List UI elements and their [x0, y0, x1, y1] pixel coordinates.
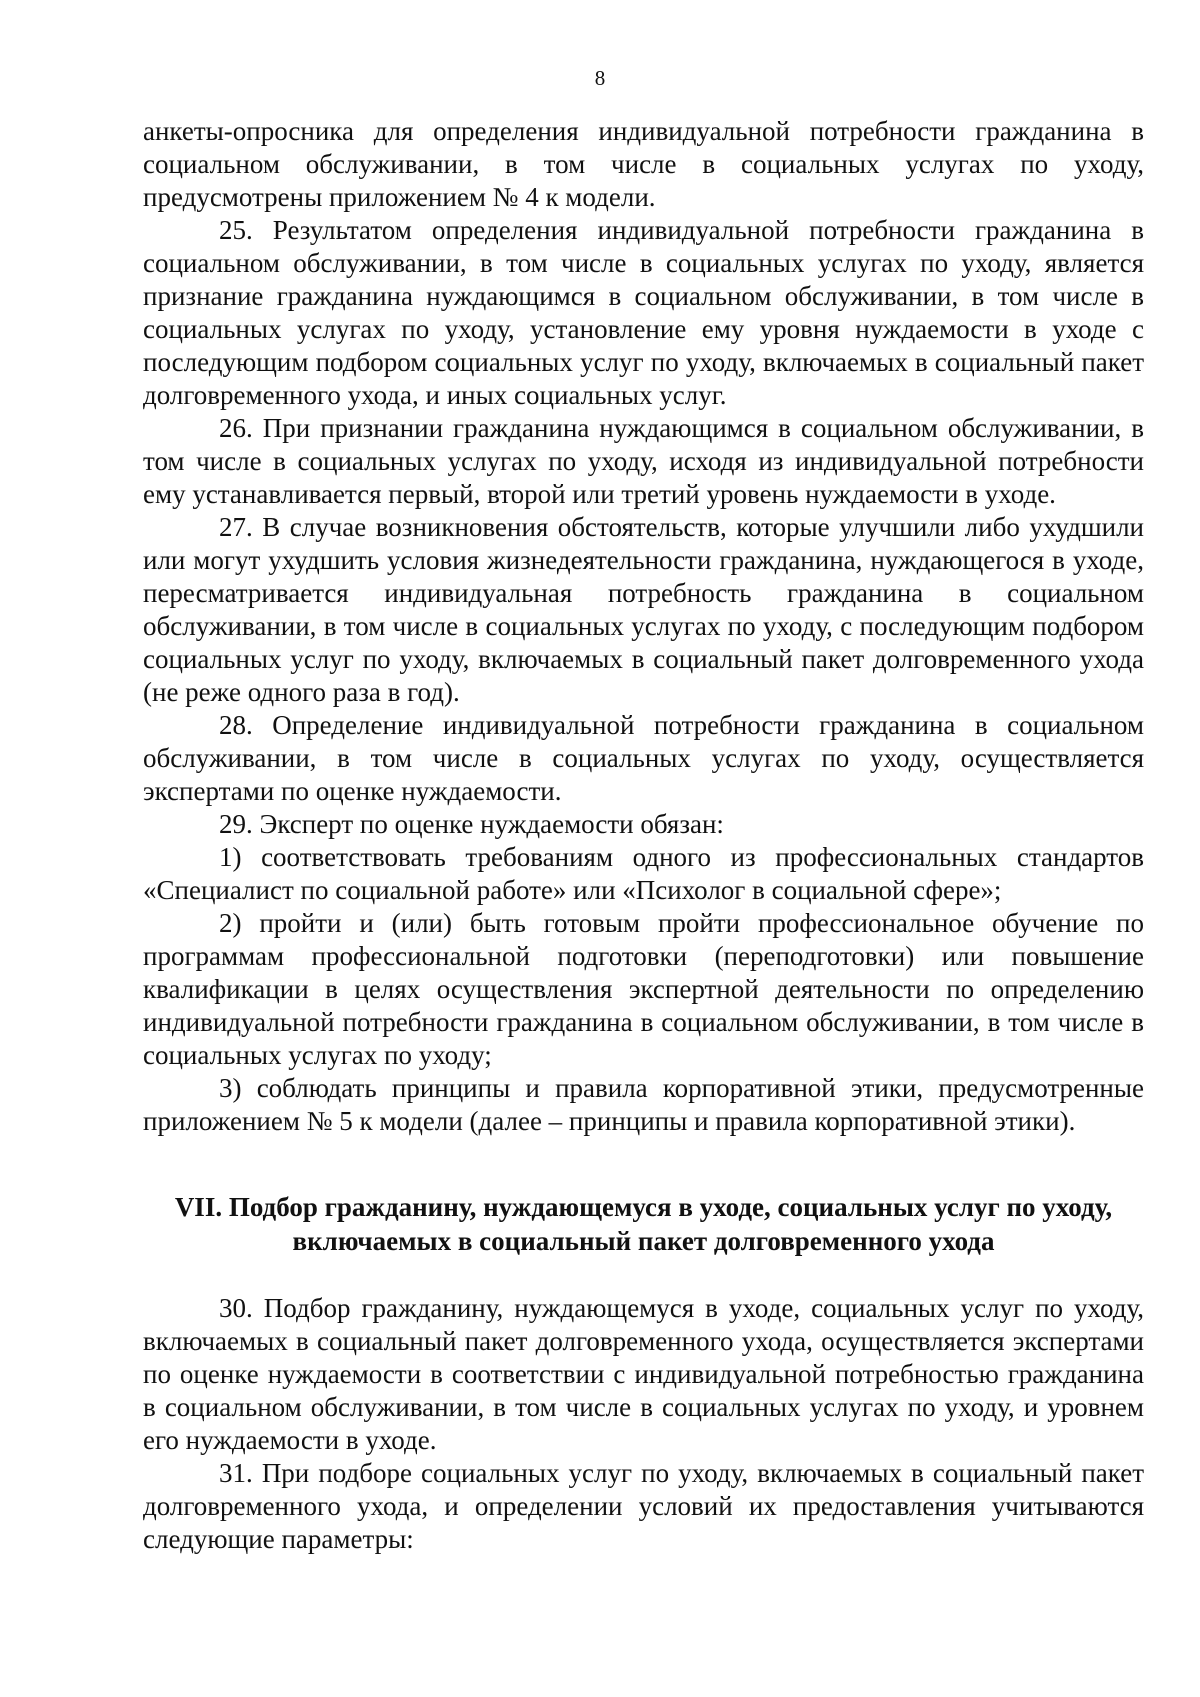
paragraph-25: 25. Результатом определения индивидуальной потребности гражданина в социальном обслуживании, в том числе в социальных услугах по уходу, является признание гражданина нуждающимся в социальном обслуживании, в том числе в социальных услугах по уходу, установление ему уровня нуждаемости в уходе с последующим подбором социальных услуг по уходу, включаемых в социальный пакет долговременного ухода, и иных социальных услуг.	[143, 215, 1144, 410]
section-heading-line-2: включаемых в социальный пакет долговременного ухода	[292, 1226, 995, 1256]
section-heading-line-1: VII. Подбор гражданину, нуждающемуся в уходе, социальных услуг по уходу,	[174, 1192, 1113, 1222]
paragraphs-top	[143, 115, 1144, 1138]
paragraph-29-item-3: 3) соблюдать принципы и правила корпоративной этики, предусмотренные приложением № 5 к модели (далее – принципы и правила корпоративной этики).	[143, 1073, 1144, 1136]
paragraph-29: 29. Эксперт по оценке нуждаемости обязан:	[219, 809, 724, 839]
paragraph-29-item-1: 1) соответствовать требованиям одного из профессиональных стандартов «Специалист по социальной работе» или «Психолог в социальной сфере»;	[143, 842, 1144, 905]
paragraph-30: 30. Подбор гражданину, нуждающемуся в уходе, социальных услуг по уходу, включаемых в социальный пакет долговременного ухода, осуществляется экспертами по оценке нуждаемости в соответствии с индивидуальной потребностью гражданина в социальном обслуживании, в том числе в социальных услугах по уходу, и уровнем его нуждаемости в уходе.	[143, 1293, 1144, 1455]
paragraphs-bottom	[143, 1292, 1144, 1556]
paragraph-intro: анкеты-опросника для определения индивидуальной потребности гражданина в социальном обслуживании, в том числе в социальных услугах по уходу, предусмотрены приложением № 4 к модели.	[143, 116, 1144, 212]
paragraph-29-item-2: 2) пройти и (или) быть готовым пройти профессиональное обучение по программам профессиональной подготовки (переподготовки) или повышение квалификации в целях осуществления экспертной деятельности по определению индивидуальной потребности гражданина в социальном обслуживании, в том числе в социальных услугах по уходу;	[143, 908, 1144, 1070]
document-body	[143, 115, 1144, 1556]
paragraph-26: 26. При признании гражданина нуждающимся в социальном обслуживании, в том числе в социальных услугах по уходу, исходя из индивидуальной потребности ему устанавливается первый, второй или третий уровень нуждаемости в уходе.	[143, 413, 1144, 509]
paragraph-27: 27. В случае возникновения обстоятельств, которые улучшили либо ухудшили или могут ухудшить условия жизнедеятельности гражданина, нуждающегося в уходе, пересматривается индивидуальная потребность гражданина в социальном обслуживании, в том числе в социальных услугах по уходу, с последующим подбором социальных услуг по уходу, включаемых в социальный пакет долговременного ухода (не реже одного раза в год).	[143, 512, 1144, 707]
section-heading	[143, 1190, 1144, 1258]
paragraph-31: 31. При подборе социальных услуг по уходу, включаемых в социальный пакет долговременного ухода, и определении условий их предоставления учитываются следующие параметры:	[143, 1458, 1144, 1554]
page-number: 8	[594, 66, 606, 90]
paragraph-28: 28. Определение индивидуальной потребности гражданина в социальном обслуживании, в том числе в социальных услугах по уходу, осуществляется экспертами по оценке нуждаемости.	[143, 710, 1144, 806]
